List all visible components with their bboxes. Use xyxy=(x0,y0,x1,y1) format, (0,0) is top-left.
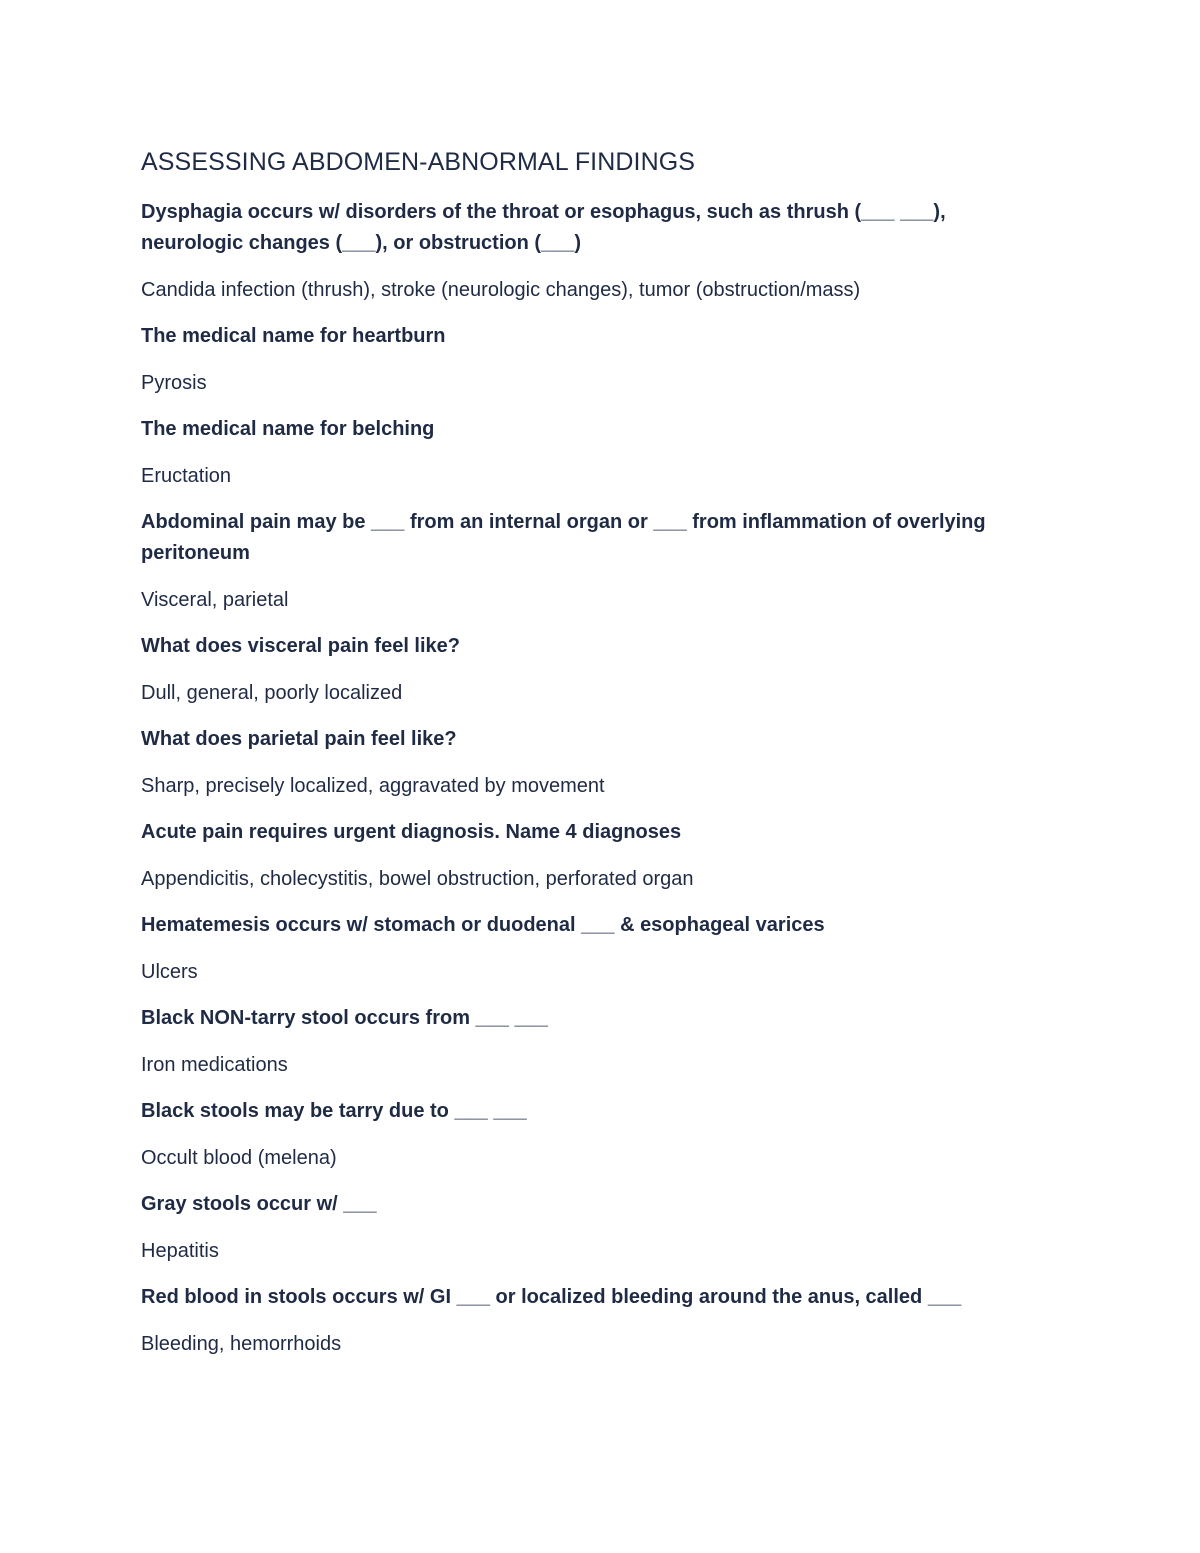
question-2: The medical name for heartburn xyxy=(141,325,446,347)
answer-6: Sharp, precisely localized, aggravated by movement xyxy=(141,774,605,797)
question-5: What does visceral pain feel like? xyxy=(141,635,461,657)
answer-1: Candida infection (thrush), stroke (neurologic changes), tumor (obstruction/mass) xyxy=(141,278,861,301)
answer-3: Eructation xyxy=(141,464,232,487)
question-1: Dysphagia occurs w/ disorders of the throat or esophagus, such as thrush (___ ___), neurologic changes (___), or obstruction (___) xyxy=(141,201,946,254)
qa-list xyxy=(141,197,1050,1360)
question-12: Red blood in stools occurs w/ GI ___ or localized bleeding around the anus, called ___ xyxy=(141,1286,962,1308)
answer-7: Appendicitis, cholecystitis, bowel obstruction, perforated organ xyxy=(141,867,694,890)
question-6: What does parietal pain feel like? xyxy=(141,728,457,750)
question-10: Black stools may be tarry due to ___ ___ xyxy=(141,1100,527,1122)
answer-9: Iron medications xyxy=(141,1053,288,1076)
question-8: Hematemesis occurs w/ stomach or duodenal ___ & esophageal varices xyxy=(141,914,825,936)
answer-2: Pyrosis xyxy=(141,371,207,394)
document-title: ASSESSING ABDOMEN-ABNORMAL FINDINGS xyxy=(141,148,696,176)
answer-10: Occult blood (melena) xyxy=(141,1146,337,1169)
question-4: Abdominal pain may be ___ from an internal organ or ___ from inflammation of overlying peritoneum xyxy=(141,511,986,564)
answer-5: Dull, general, poorly localized xyxy=(141,681,403,704)
answer-4: Visceral, parietal xyxy=(141,588,289,611)
answer-12: Bleeding, hemorrhoids xyxy=(141,1332,342,1355)
answer-11: Hepatitis xyxy=(141,1239,219,1262)
question-3: The medical name for belching xyxy=(141,418,435,440)
question-7: Acute pain requires urgent diagnosis. Name 4 diagnoses xyxy=(141,821,682,843)
answer-8: Ulcers xyxy=(141,960,198,983)
question-9: Black NON-tarry stool occurs from ___ ___ xyxy=(141,1007,548,1029)
question-11: Gray stools occur w/ ___ xyxy=(141,1193,377,1215)
